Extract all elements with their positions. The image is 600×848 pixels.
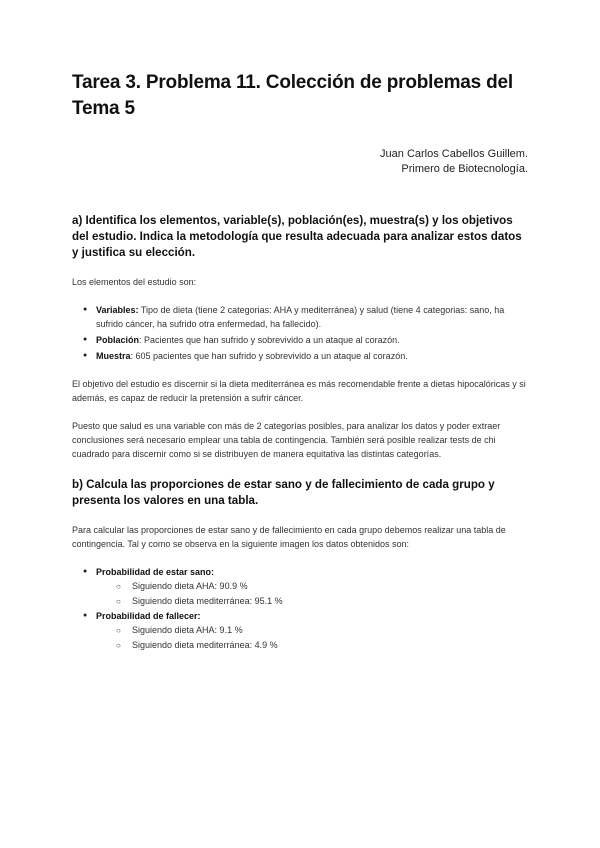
- section-b-intro: Para calcular las proporciones de estar sano y de fallecimiento en cada grupo debemos realizar una tabla de contingencia. Tal y como se observa en la siguiente imagen los datos obtenidos son:: [72, 525, 506, 549]
- list-item: [96, 609, 528, 653]
- objective-paragraph: El objetivo del estudio es discernir si la dieta mediterránea es más recomendable frente a dietas hipocalóricas y si además, es capaz de reducir la pretensión a sufrir cáncer.: [72, 379, 526, 403]
- sub-list: [96, 579, 528, 609]
- author-block: [72, 147, 528, 177]
- document-page: [72, 70, 528, 653]
- list-item-text: Tipo de dieta (tiene 2 categorias: AHA y mediterránea) y salud (tiene 4 categorias: sano, ha sufrido cáncer, ha sufrido otra enfermedad, ha fallecido).: [96, 305, 505, 329]
- sub-list-item: ○ Siguiendo dieta AHA: 9.1 %: [132, 623, 528, 638]
- list-item-text: : 605 pacientes que han sufrido y sobrevivido a un ataque al corazón.: [130, 351, 408, 361]
- section-b-heading: b) Calcula las proporciones de estar sano y de fallecimiento de cada grupo y presenta los valores en una tabla.: [72, 478, 495, 507]
- list-item-text: : Pacientes que han sufrido y sobrevivido a un ataque al corazón.: [139, 335, 400, 345]
- list-item-label: Muestra: [96, 351, 131, 361]
- probability-label: Probabilidad de estar sano:: [96, 567, 215, 577]
- list-item: [96, 333, 528, 347]
- section-a-intro: Los elementos del estudio son:: [72, 277, 197, 287]
- sub-list-item: ○ Siguiendo dieta AHA: 90.9 %: [132, 579, 528, 594]
- list-item-label: Variables:: [96, 305, 139, 315]
- list-item: [96, 565, 528, 609]
- author-name: Juan Carlos Cabellos Guillem.: [380, 148, 528, 160]
- elements-list: [72, 303, 528, 363]
- document-title: Tarea 3. Problema 11. Colección de problemas del Tema 5: [72, 72, 513, 119]
- sub-list-item: ○ Siguiendo dieta mediterránea: 95.1 %: [132, 594, 528, 609]
- list-item: [96, 303, 528, 331]
- method-paragraph: Puesto que salud es una variable con más de 2 categorías posibles, para analizar los datos y poder extraer conclusiones será necesario emplear una tabla de contingencia. También será posible realizar tests de chi cuadrado para discernir como si se distribuyen de manera equitativa las distintas categorías.: [72, 421, 501, 459]
- list-item: [96, 349, 528, 363]
- author-course: Primero de Biotecnología.: [401, 163, 528, 175]
- sub-list-item: ○ Siguiendo dieta mediterránea: 4.9 %: [132, 638, 528, 653]
- probability-label: Probabilidad de fallecer:: [96, 611, 201, 621]
- section-a-heading: a) Identifica los elementos, variable(s), población(es), muestra(s) y los objetivos del estudio. Indica la metodología que resulta adecuada para analizar estos datos y justifica su elección.: [72, 214, 522, 259]
- list-item-label: Población: [96, 335, 140, 345]
- probabilities-list: [72, 565, 528, 653]
- sub-list: [96, 623, 528, 653]
